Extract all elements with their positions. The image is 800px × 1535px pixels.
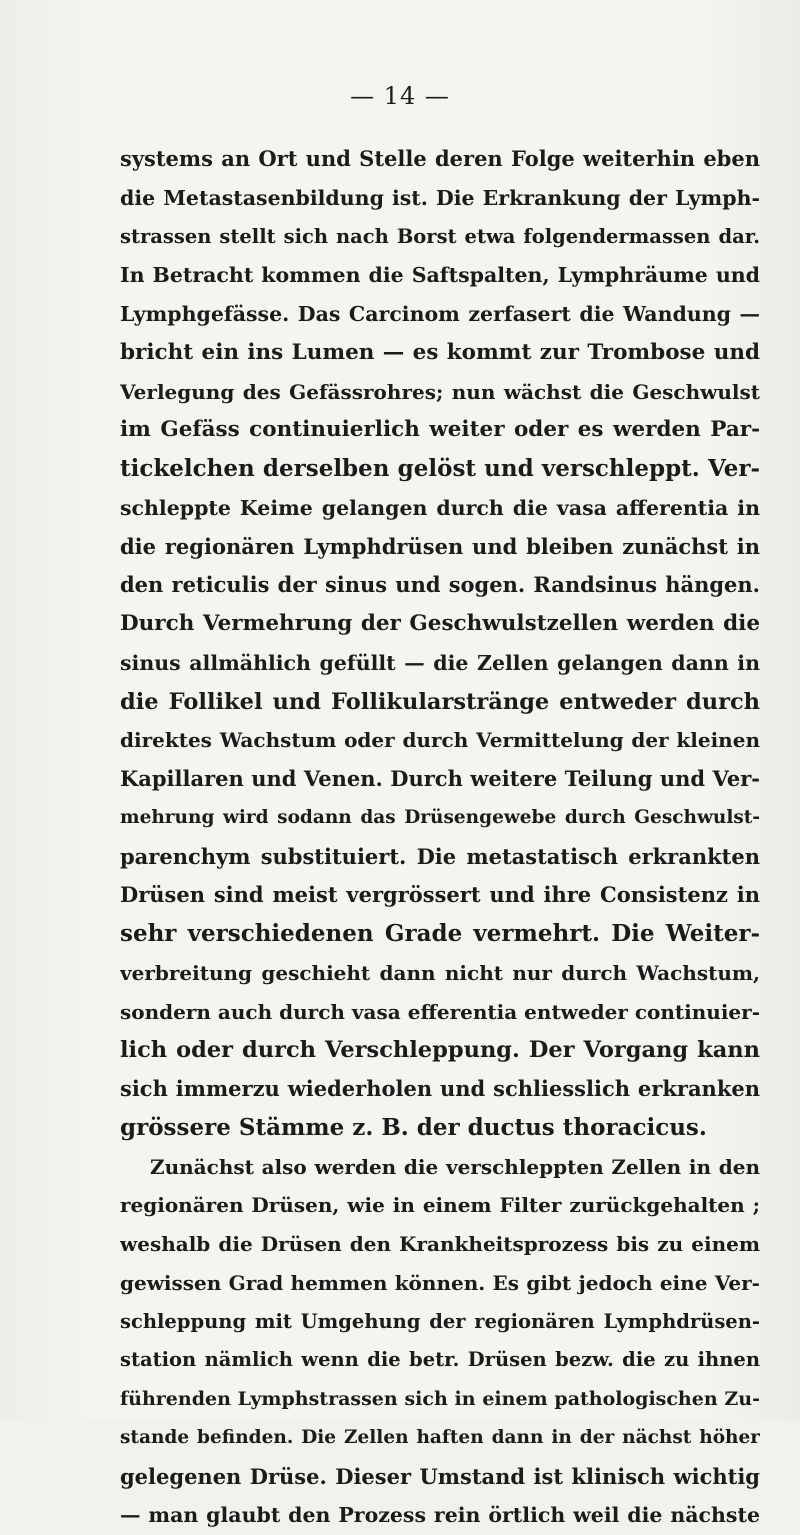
- page-number: — 14 —: [350, 82, 450, 110]
- text-line: gewissen Grad hemmen können. Es gibt jedoch eine Ver-: [120, 1270, 760, 1295]
- text-line: station nämlich wenn die betr. Drüsen bezw. die zu ihnen: [120, 1348, 760, 1372]
- text-line: sondern auch durch vasa efferentia entweder continuier-: [120, 999, 760, 1024]
- text-line: sich immerzu wiederholen und schliesslich erkranken: [120, 1076, 760, 1101]
- text-line: Verlegung des Gefässrohres; nun wächst die Geschwulst: [120, 379, 760, 404]
- text-line: In Betracht kommen die Saftspalten, Lymphräume und: [120, 263, 760, 288]
- text-line: — man glaubt den Prozess rein örtlich weil die nächste: [120, 1503, 760, 1528]
- text-line: weshalb die Drüsen den Krankheitsprozess bis zu einem: [120, 1232, 760, 1256]
- text-line: den reticulis der sinus und sogen. Randsinus hängen.: [120, 572, 760, 598]
- text-line: verbreitung geschieht dann nicht nur durch Wachstum,: [120, 960, 760, 985]
- text-line: stande befinden. Die Zellen haften dann in der nächst höher: [120, 1426, 760, 1448]
- text-line: die regionären Lymphdrüsen und bleiben zunächst in: [120, 533, 760, 559]
- text-line: bricht ein ins Lumen — es kommt zur Trombose und: [120, 339, 760, 365]
- text-line: die Follikel und Follikularstränge entweder durch: [120, 688, 760, 715]
- body-text: [120, 140, 760, 1535]
- text-line: parenchym substituiert. Die metastatisch erkrankten: [120, 843, 760, 869]
- text-line: strassen stellt sich nach Borst etwa folgendermassen dar.: [120, 224, 760, 248]
- text-line: tickelchen derselben gelöst und verschleppt. Ver-: [120, 455, 760, 482]
- text-line: Zunächst also werden die verschleppten Zellen in den: [150, 1154, 760, 1179]
- text-line: Lymphgefässe. Das Carcinom zerfasert die Wandung —: [120, 302, 760, 326]
- text-line: systems an Ort und Stelle deren Folge weiterhin eben: [120, 146, 760, 171]
- text-line: lich oder durch Verschleppung. Der Vorgang kann: [120, 1037, 760, 1064]
- text-line: sehr verschiedenen Grade vermehrt. Die Weiter-: [120, 920, 760, 947]
- text-line: die Metastasenbildung ist. Die Erkrankung der Lymph-: [120, 185, 760, 210]
- text-line: grössere Stämme z. B. der ductus thoracicus.: [120, 1113, 707, 1141]
- text-line: führenden Lymphstrassen sich in einem pathologischen Zu-: [120, 1388, 760, 1410]
- text-line: gelegenen Drüse. Dieser Umstand ist klinisch wichtig: [120, 1463, 760, 1489]
- text-line: schleppte Keime gelangen durch die vasa afferentia in: [120, 495, 760, 520]
- text-line: sinus allmählich gefüllt — die Zellen gelangen dann in: [120, 650, 760, 675]
- text-line: direktes Wachstum oder durch Vermittelung der kleinen: [120, 728, 760, 753]
- text-line: Drüsen sind meist vergrössert und ihre Consistenz in: [120, 882, 760, 908]
- text-line: Durch Vermehrung der Geschwulstzellen werden die: [120, 611, 760, 636]
- text-line: schleppung mit Umgehung der regionären Lymphdrüsen-: [120, 1309, 760, 1333]
- text-line: mehrung wird sodann das Drüsengewebe durch Geschwulst-: [120, 806, 760, 828]
- text-line: regionären Drüsen, wie in einem Filter zurückgehalten ;: [120, 1193, 760, 1218]
- text-line: im Gefäss continuierlich weiter oder es werden Par-: [120, 417, 760, 443]
- text-line: Kapillaren und Venen. Durch weitere Teilung und Ver-: [120, 766, 760, 791]
